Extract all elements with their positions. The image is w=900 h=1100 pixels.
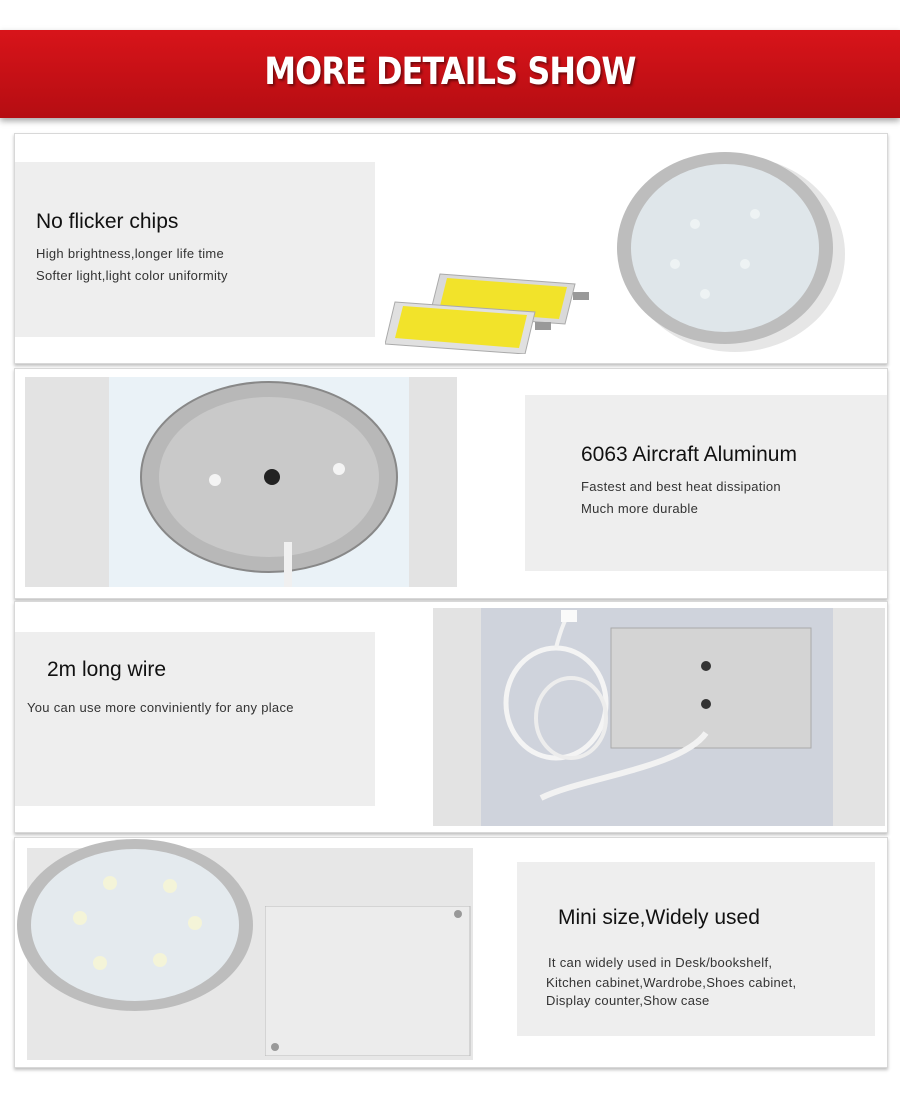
panel-line: Fastest and best heat dissipation xyxy=(581,479,781,494)
panel-heading: 6063 Aircraft Aluminum xyxy=(581,443,797,466)
panel-heading: No flicker chips xyxy=(36,210,179,233)
panel-flicker-chips xyxy=(14,133,888,364)
round-light-front-image xyxy=(15,838,255,1013)
panel-line: Softer light,light color uniformity xyxy=(36,268,228,283)
header-banner xyxy=(0,30,900,118)
panel-line: It can widely used in Desk/bookshelf, xyxy=(548,955,773,970)
panel-line: High brightness,longer life time xyxy=(36,246,225,261)
panel-heading: 2m long wire xyxy=(47,658,167,681)
panel-text-box xyxy=(517,862,875,1036)
panel-line: Display counter,Show case xyxy=(546,993,710,1008)
panel-line: Much more durable xyxy=(581,501,699,516)
led-chips-image xyxy=(385,264,595,354)
round-light-image xyxy=(605,144,855,354)
wire-light-image xyxy=(481,608,833,826)
panel-mini-size xyxy=(14,837,888,1068)
panel-line: Kitchen cabinet,Wardrobe,Shoes cabinet, xyxy=(546,975,797,990)
panel-heading: Mini size,Widely used xyxy=(558,906,760,929)
square-light-image xyxy=(265,906,475,1056)
aluminum-disc-image xyxy=(109,377,409,587)
banner-title: MORE DETAILS SHOW xyxy=(264,50,636,93)
panel-aluminum xyxy=(14,368,888,599)
panel-long-wire xyxy=(14,601,888,833)
panel-line: You can use more conviniently for any place xyxy=(27,700,294,715)
